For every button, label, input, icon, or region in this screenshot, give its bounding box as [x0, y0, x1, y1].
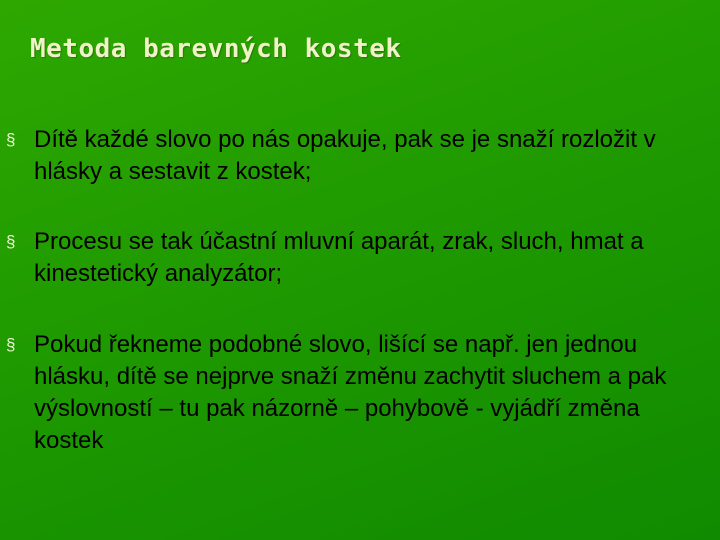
bullet-text: Dítě každé slovo po nás opakuje, pak se je snaží rozložit v hlásky a sestavit z kostek; — [34, 126, 656, 185]
slide-title: Metoda barevných kostek — [30, 34, 402, 64]
bullet-item — [6, 226, 694, 290]
bullet-text: Pokud řekneme podobné slovo, lišící se např. jen jednou hlásku, dítě se nejprve snaží změnu zachytit sluchem a pak výslovností – tu pak názorně – pohybově - vyjádří změna kostek — [34, 331, 667, 454]
bullet-marker-icon: § — [6, 335, 16, 354]
bullet-marker-icon: § — [6, 232, 16, 251]
bullet-marker-icon: § — [6, 130, 16, 149]
bullet-item — [6, 329, 694, 457]
bullet-item — [6, 124, 694, 188]
bullet-text: Procesu se tak účastní mluvní aparát, zrak, sluch, hmat a kinestetický analyzátor; — [34, 228, 644, 287]
